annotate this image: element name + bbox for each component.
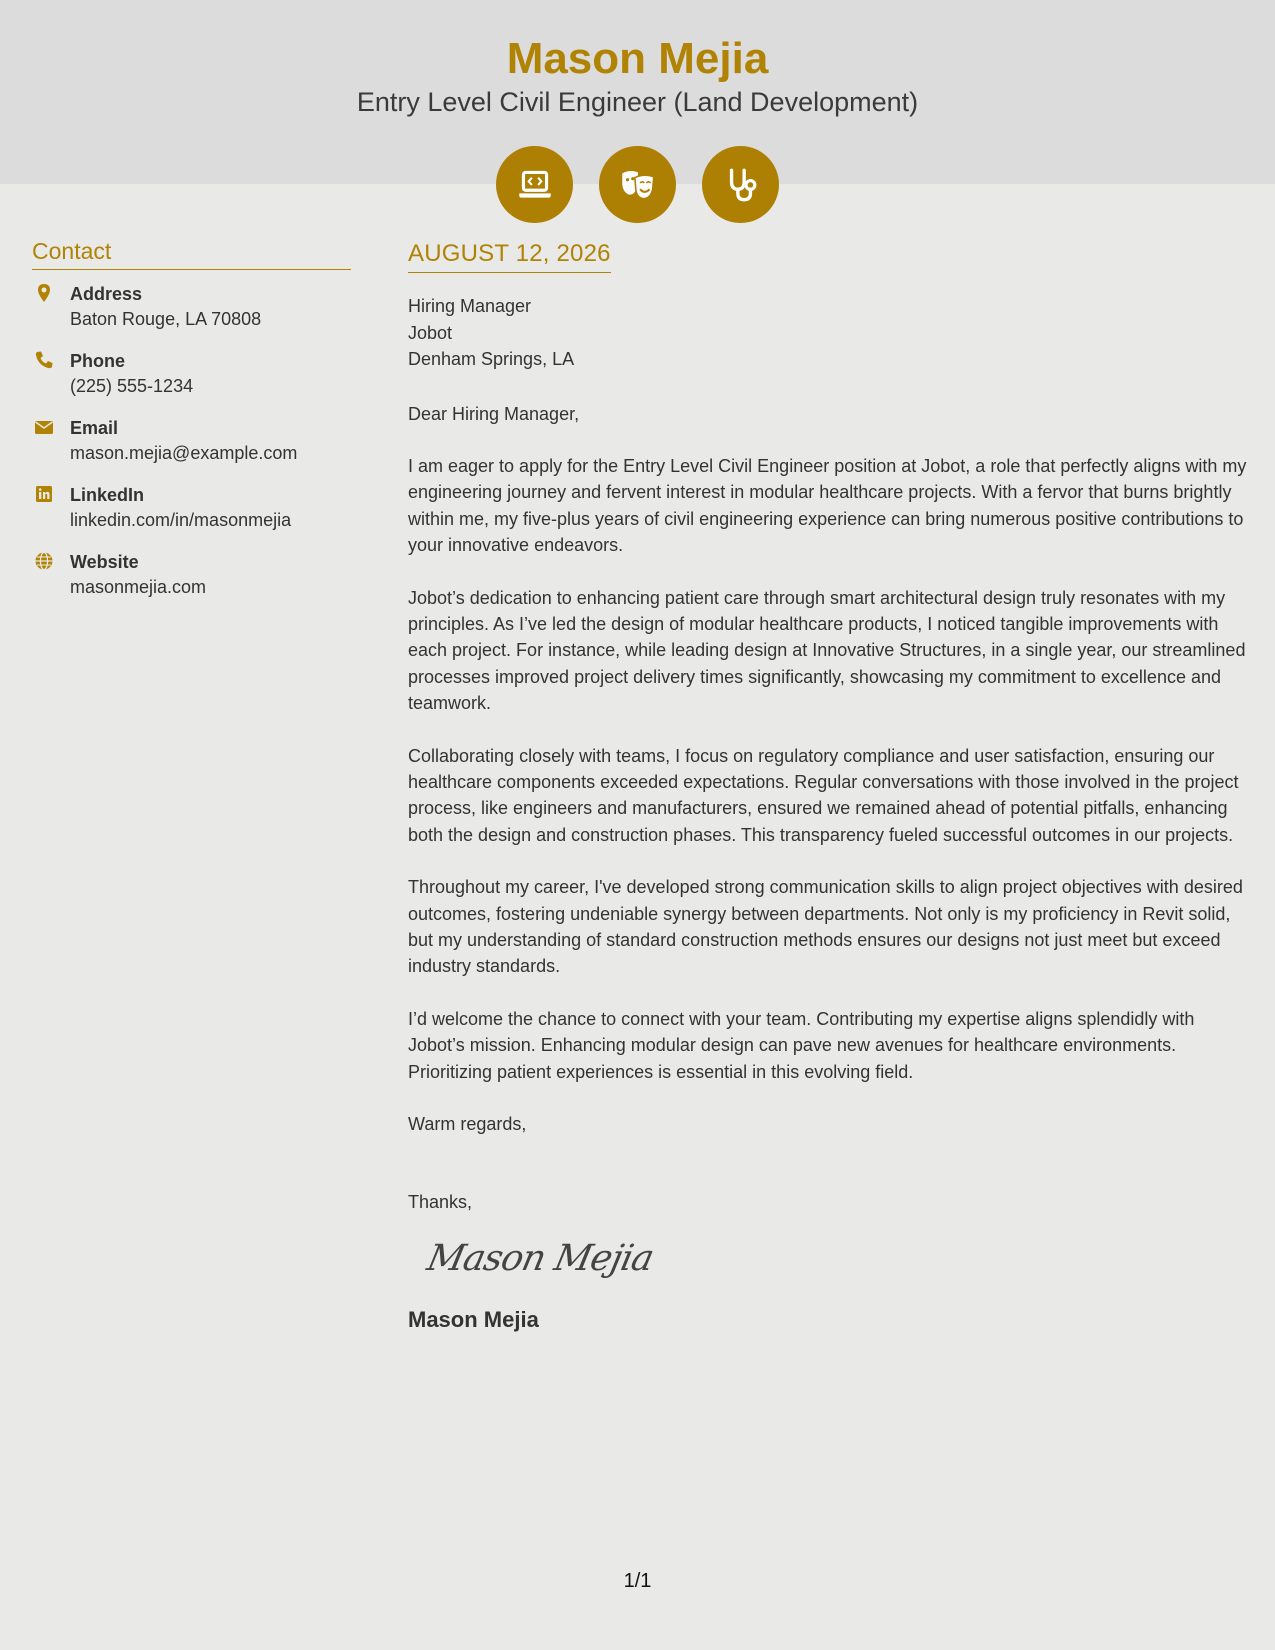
linkedin-icon <box>34 484 56 506</box>
paragraph-2: Jobot’s dedication to enhancing patient care through smart architectural design truly resonates with my principles. As I’ve led the design of modular healthcare products, I noticed tangible improvements with each project. For instance, while leading design at Innovative Structures, in a single year, our streamlined processes improved project delivery times significantly, showcasing my commitment to excellence and teamwork. <box>408 587 1246 714</box>
paragraph-4: Throughout my career, I've developed strong communication skills to align project objectives with desired outcomes, fostering undeniable synergy between departments. Not only is my proficiency in Revit solid, but my understanding of standard construction methods ensures our designs not just meet but exceed industry standards. <box>408 877 1243 977</box>
paragraph-5: I’d welcome the chance to connect with your team. Contributing my expertise aligns splendidly with Jobot’s mission. Enhancing modular design can pave new avenues for healthcare environments. Prioritizing patient experiences is essential in this evolving field. <box>408 1008 1195 1082</box>
email-value[interactable]: mason.mejia@example.com <box>70 443 298 463</box>
applicant-name: Mason Mejia <box>506 34 769 83</box>
job-title: Entry Level Civil Engineer (Land Development) <box>356 87 919 117</box>
website-value[interactable]: masonmejia.com <box>70 577 207 597</box>
email-label: Email <box>70 418 119 438</box>
recipient-name: Hiring Manager <box>408 296 532 316</box>
paragraph-1: I am eager to apply for the Entry Level Civil Engineer position at Jobot, a role that perfectly aligns with my engineering journey and fervent interest in modular healthcare projects. With a fervor that burns brightly within me, my five-plus years of civil engineering experience can bring numerous positive contributions to your innovative endeavors. <box>408 455 1247 556</box>
linkedin-label: LinkedIn <box>70 485 145 505</box>
recipient-block <box>408 293 1250 373</box>
interest-icons <box>0 146 1275 223</box>
paragraph-3: Collaborating closely with teams, I focus on regulatory compliance and user satisfaction, ensuring our healthcare components exceeded expectations. Regular conversations with those involved in the project process, like engineers and manufacturers, ensured we remained ahead of potential pitfalls, enhancing both the design and construction phases. This transparency fueled successful outcomes in our projects. <box>408 745 1239 845</box>
address-value: Baton Rouge, LA 70808 <box>70 309 262 329</box>
contact-sidebar <box>32 238 351 617</box>
closing: Warm regards, <box>408 1114 527 1135</box>
letter-body <box>408 240 1250 1333</box>
contact-linkedin <box>32 483 351 533</box>
phone-label: Phone <box>70 351 126 371</box>
letter-date: AUGUST 12, 2026 <box>408 240 611 273</box>
laptop-code-icon <box>496 146 573 223</box>
envelope-icon <box>34 417 56 439</box>
phone-value: (225) 555-1234 <box>70 376 194 396</box>
page-number: 1/1 <box>623 1570 652 1592</box>
contact-heading: Contact <box>32 238 351 270</box>
website-label: Website <box>70 552 139 572</box>
address-label: Address <box>70 284 143 304</box>
contact-address <box>32 282 351 332</box>
contact-website <box>32 550 351 600</box>
recipient-location: Denham Springs, LA <box>408 349 575 369</box>
signer-name: Mason Mejia <box>408 1306 539 1332</box>
stethoscope-icon <box>702 146 779 223</box>
recipient-company: Jobot <box>408 322 453 343</box>
map-pin-icon <box>34 283 56 305</box>
thanks: Thanks, <box>408 1192 473 1213</box>
salutation: Dear Hiring Manager, <box>408 403 580 424</box>
linkedin-value[interactable]: linkedin.com/in/masonmejia <box>70 510 292 530</box>
theater-masks-icon <box>599 146 676 223</box>
contact-phone <box>32 349 351 399</box>
contact-email <box>32 416 351 466</box>
phone-icon <box>34 350 56 372</box>
handwritten-signature: Mason Mejia <box>423 1237 657 1279</box>
globe-icon <box>34 551 56 573</box>
